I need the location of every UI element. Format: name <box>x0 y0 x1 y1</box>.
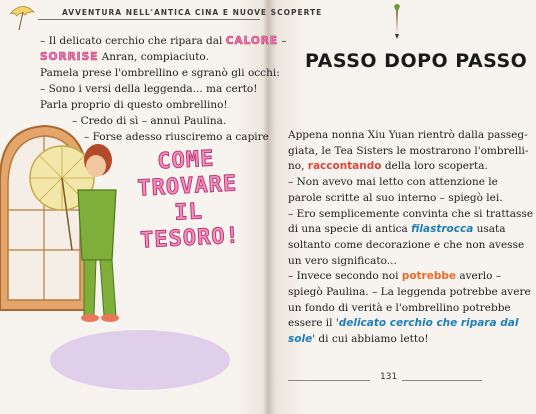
chapter-title: PASSO DOPO PASSO <box>305 50 528 72</box>
highlighted-word: delicato cerchio che ripara dal <box>338 317 519 330</box>
text-run: della loro scoperta. <box>381 160 488 173</box>
paragraph-line <box>288 159 488 174</box>
header-divider <box>38 19 260 20</box>
text-run: di una specie di antica <box>288 223 412 236</box>
paragraph-line <box>288 144 528 159</box>
text-line: – Credo di sì – annuì Paulina. <box>72 115 227 127</box>
brush-pen-icon <box>386 4 406 40</box>
paragraph-line <box>288 128 528 143</box>
text-run: parole scritte al suo interno – spiegò lei. <box>288 191 503 204</box>
text-run: ' di cui abbiamo letto! <box>312 333 429 346</box>
text-run: no, <box>288 160 308 173</box>
paragraph-line <box>288 222 506 237</box>
paragraph-line <box>288 301 511 316</box>
paragraph-line <box>288 191 503 206</box>
page-header: AVVENTURA NELL'ANTICA CINA E NUOVE SCOPERTE <box>62 8 323 17</box>
text-run: Appena nonna Xiu Yuan rientrò dalla passeg- <box>288 129 528 141</box>
paragraph-line <box>288 332 429 347</box>
paragraph-line <box>288 207 533 222</box>
heading-line: COME <box>156 146 216 175</box>
text-run: – Invece secondo noi <box>288 270 402 283</box>
paragraph-line <box>288 238 524 253</box>
paragraph-line <box>288 269 501 284</box>
text-run: giata, le Tea Sisters le mostrarono l'ombrelli- <box>288 144 529 157</box>
fancy-chapter-heading <box>115 144 260 255</box>
text-run: un vero significato... <box>288 254 397 267</box>
highlighted-word: potrebbe <box>401 270 457 283</box>
text-line: SORRISE Anran, compiaciuto. <box>40 51 209 63</box>
heading-line: TESORO! <box>139 223 241 254</box>
text-line: – Il delicato cerchio che ripara dal CALORE – <box>40 35 287 47</box>
highlighted-word: filastrocca <box>411 223 474 236</box>
text-run: spiegò Paulina. – La leggenda potrebbe avere <box>288 286 531 298</box>
heading-line: TROVARE IL <box>136 171 238 226</box>
text-line: – Sono i versi della leggenda... ma certo! <box>40 83 258 95</box>
text-line: Pamela prese l'ombrellino e sgranò gli occhi: <box>40 67 280 79</box>
text-line: Parla proprio di questo ombrellino! <box>40 99 228 111</box>
paragraph-line <box>288 285 531 300</box>
text-run: soltanto come decorazione e che non avesse <box>288 238 525 251</box>
footer-rule-left <box>288 380 370 381</box>
fancy-word: SORRISE <box>40 51 99 63</box>
paragraph-line <box>288 254 397 269</box>
text-run: un fondo di verità e l'ombrellino potrebbe <box>288 301 511 314</box>
paragraph-line <box>288 175 498 190</box>
text-run: – Ero semplicemente convinta che si trattasse <box>288 207 534 220</box>
text-run: essere il ' <box>288 317 339 330</box>
footer-rule-right <box>402 380 482 381</box>
text-run: usata <box>473 223 506 236</box>
text-run: – Non avevo mai letto con attenzione le <box>288 176 498 189</box>
highlighted-word: sole <box>288 333 313 346</box>
highlighted-word: raccontando <box>307 160 382 173</box>
text-run: averlo – <box>456 270 502 283</box>
page-number: 131 <box>380 372 398 382</box>
paragraph-line <box>288 316 518 331</box>
text-line: – Forse adesso riusciremo a capire <box>84 131 269 143</box>
parasol-icon <box>8 2 38 32</box>
fancy-word: CALORE <box>225 35 279 47</box>
